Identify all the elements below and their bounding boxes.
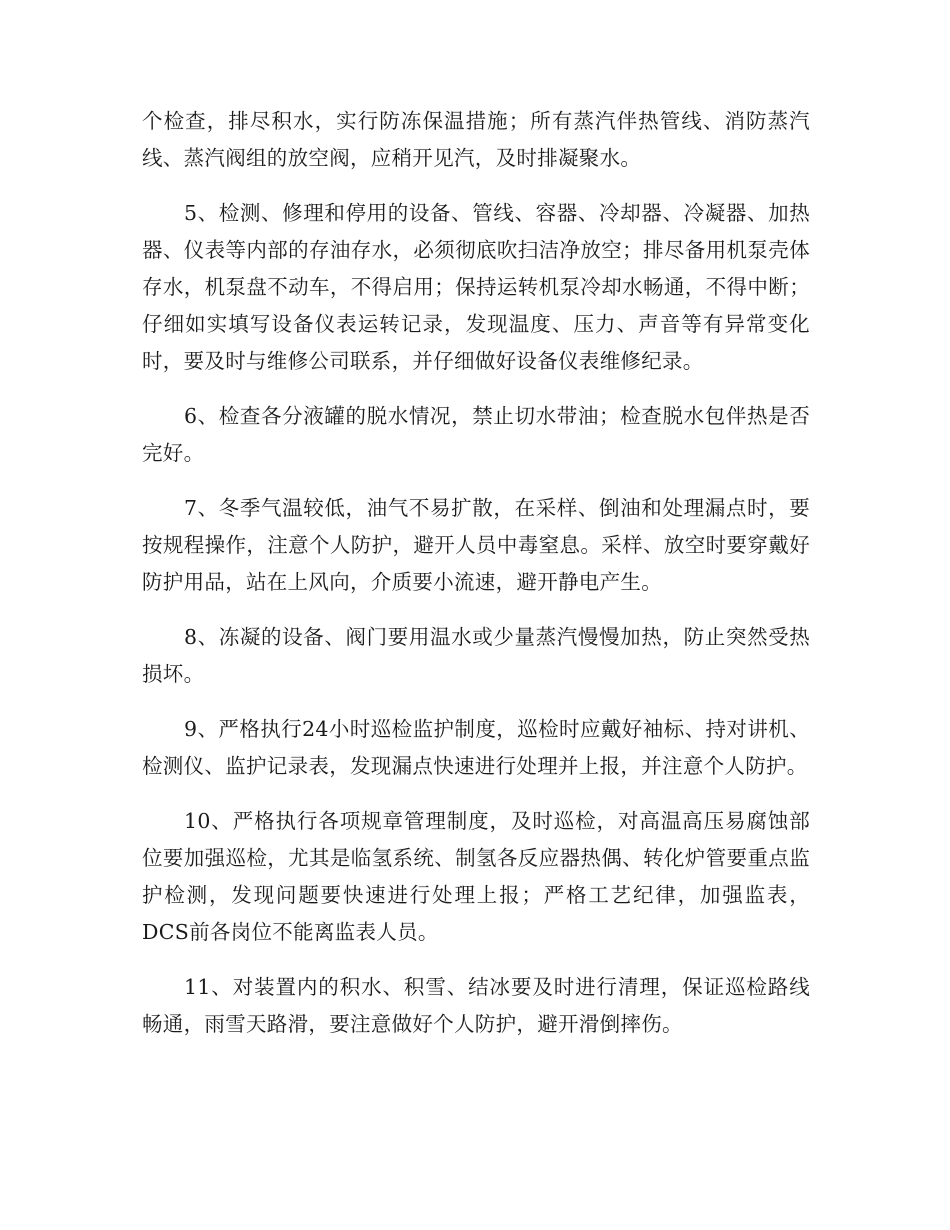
paragraph-item-11: 11、对装置内的积水、积雪、结冰要及时进行清理，保证巡检路线畅通，雨雪天路滑，要注意做好个人防护，避开滑倒摔伤。: [142, 975, 810, 1036]
paragraph-item-9: 9、严格执行24小时巡检监护制度，巡检时应戴好袖标、持对讲机、检测仪、监护记录表，发现漏点快速进行处理并上报，并注意个人防护。: [142, 717, 810, 778]
document-body: [142, 103, 810, 1061]
paragraph-continuation: 个检查，排尽积水，实行防冻保温措施；所有蒸汽伴热管线、消防蒸汽线、蒸汽阀组的放空阀，应稍开见汽，及时排凝聚水。: [142, 109, 810, 170]
paragraph-item-8: 8、冻凝的设备、阀门要用温水或少量蒸汽慢慢加热，防止突然受热损坏。: [142, 625, 810, 686]
paragraph-item-5: 5、检测、修理和停用的设备、管线、容器、冷却器、冷凝器、加热器、仪表等内部的存油存水，必须彻底吹扫洁净放空；排尽备用机泵壳体存水，机泵盘不动车，不得启用；保持运转机泵冷却水畅通，不得中断；仔细如实填写设备仪表运转记录，发现温度、压力、声音等有异常变化时，要及时与维修公司联系，并仔细做好设备仪表维修纪录。: [142, 201, 810, 373]
paragraph-item-7: 7、冬季气温较低，油气不易扩散，在采样、倒油和处理漏点时，要按规程操作，注意个人防护，避开人员中毒窒息。采样、放空时要穿戴好防护用品，站在上风向，介质要小流速，避开静电产生。: [142, 496, 810, 594]
paragraph-item-6: 6、检查各分液罐的脱水情况，禁止切水带油；检查脱水包伴热是否完好。: [142, 404, 810, 465]
paragraph-item-10: 10、严格执行各项规章管理制度，及时巡检，对高温高压易腐蚀部位要加强巡检，尤其是临氢系统、制氢各反应器热偶、转化炉管要重点监护检测，发现问题要快速进行处理上报；严格工艺纪律，加强监表，DCS前各岗位不能离监表人员。: [142, 809, 810, 944]
